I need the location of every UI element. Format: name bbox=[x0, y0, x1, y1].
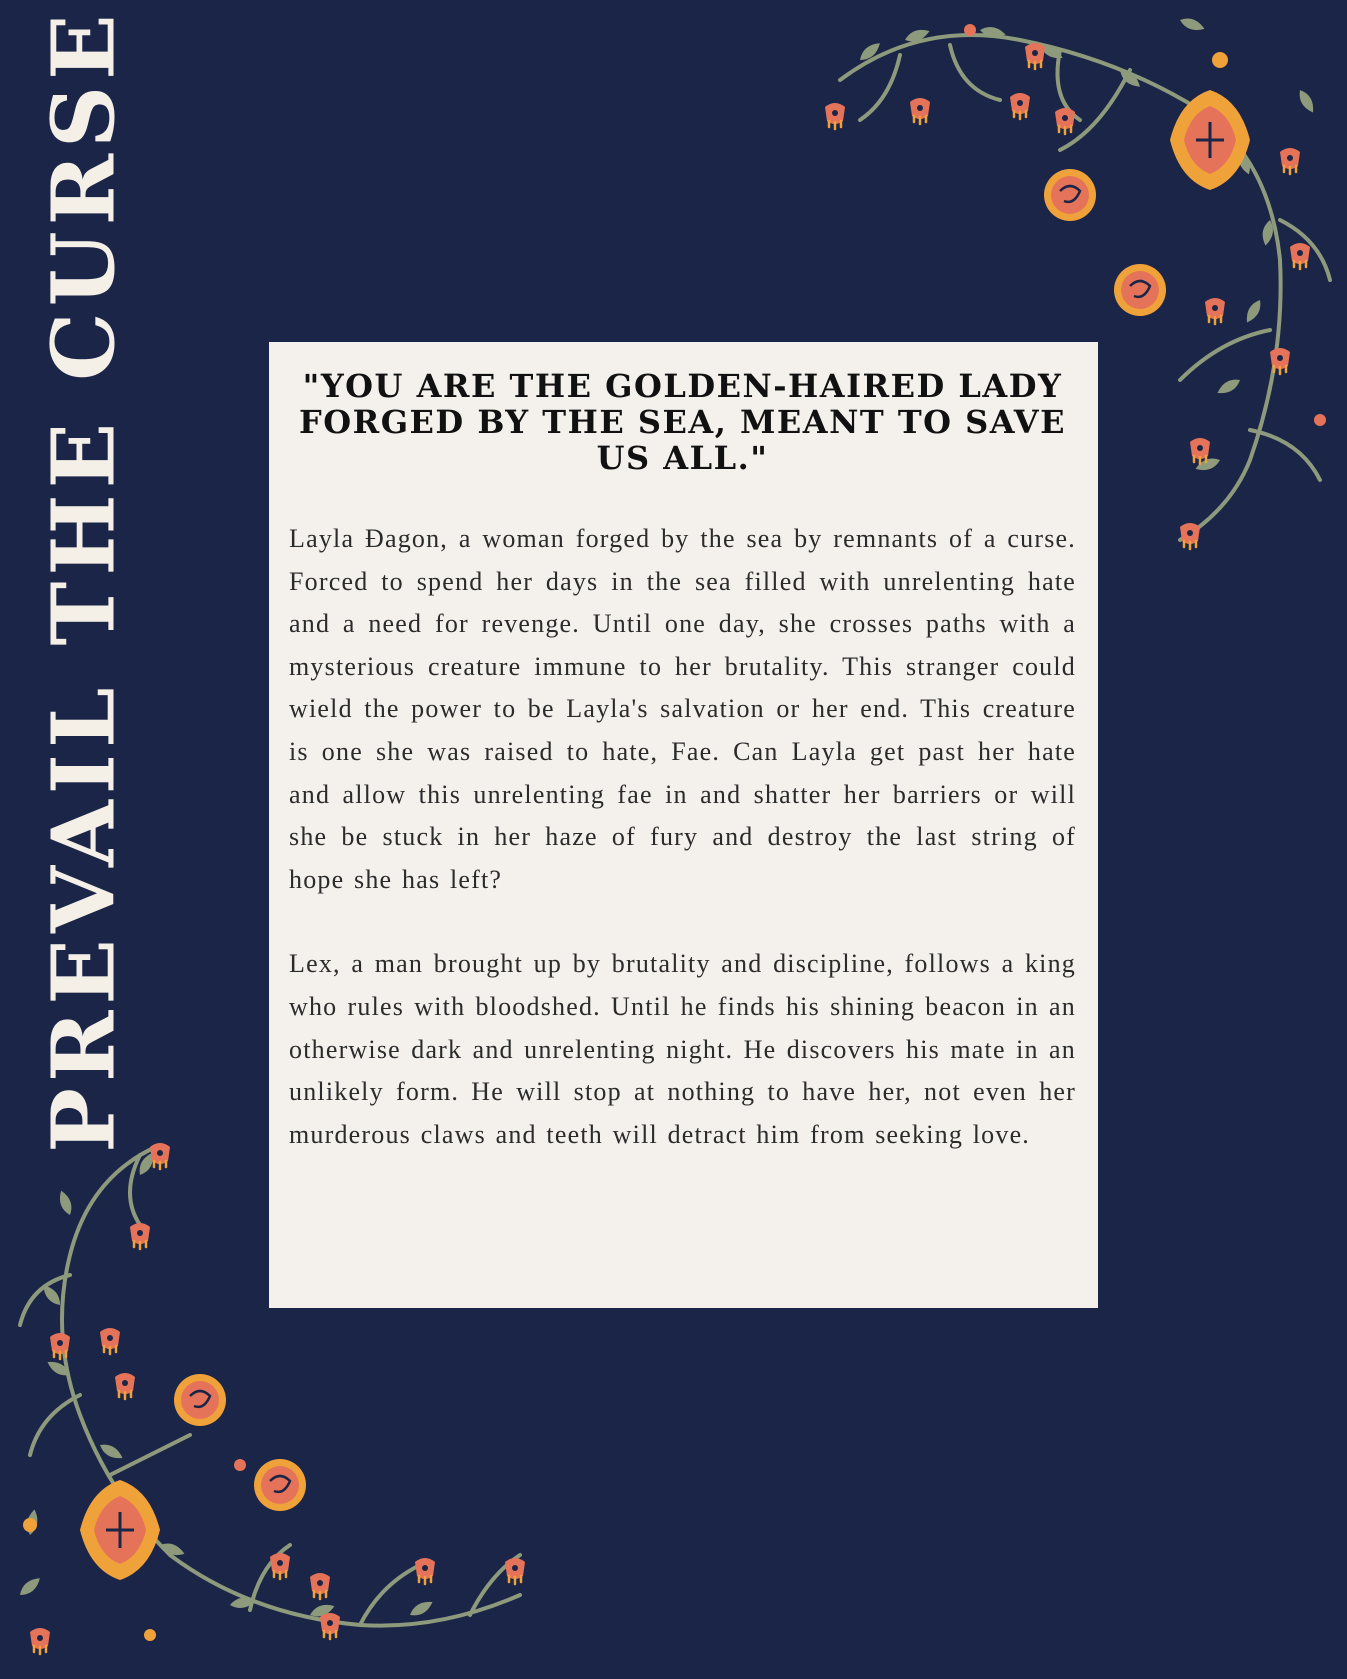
floral-corner-bottom-left bbox=[0, 1115, 545, 1679]
synopsis-paragraph-2: Lex, a man brought up by brutality and discipline, follows a king who rules with bloodshed. Until he finds his shining beacon in an otherwise dark and unrelenting night. He discovers his mate in an unlikely form. He will stop at nothing to have her, not even her murderous claws and teeth will detract him from seeking love. bbox=[289, 949, 1076, 1149]
floral-corner-top-right bbox=[800, 0, 1347, 560]
quote-heading: "YOU ARE THE GOLDEN-HAIRED LADY FORGED BY THE SEA, MEANT TO SAVE US ALL." bbox=[299, 367, 1066, 477]
side-title-text: PREVAIL THE CURSE bbox=[33, 7, 135, 1153]
synopsis-paragraph-1: Layla Ðagon, a woman forged by the sea by remnants of a curse. Forced to spend her days in the sea filled with unrelenting hate and a need for revenge. Until one day, she crosses paths with a mysterious creature immune to her brutality. This stranger could wield the power to be Layla's salvation or her end. This creature is one she was raised to hate, Fae. Can Layla get past her hate and allow this unrelenting fae in and shatter her barriers or will she be stuck in her haze of fury and destroy the last string of hope she has left? bbox=[289, 524, 1076, 894]
side-title bbox=[28, 7, 140, 1153]
